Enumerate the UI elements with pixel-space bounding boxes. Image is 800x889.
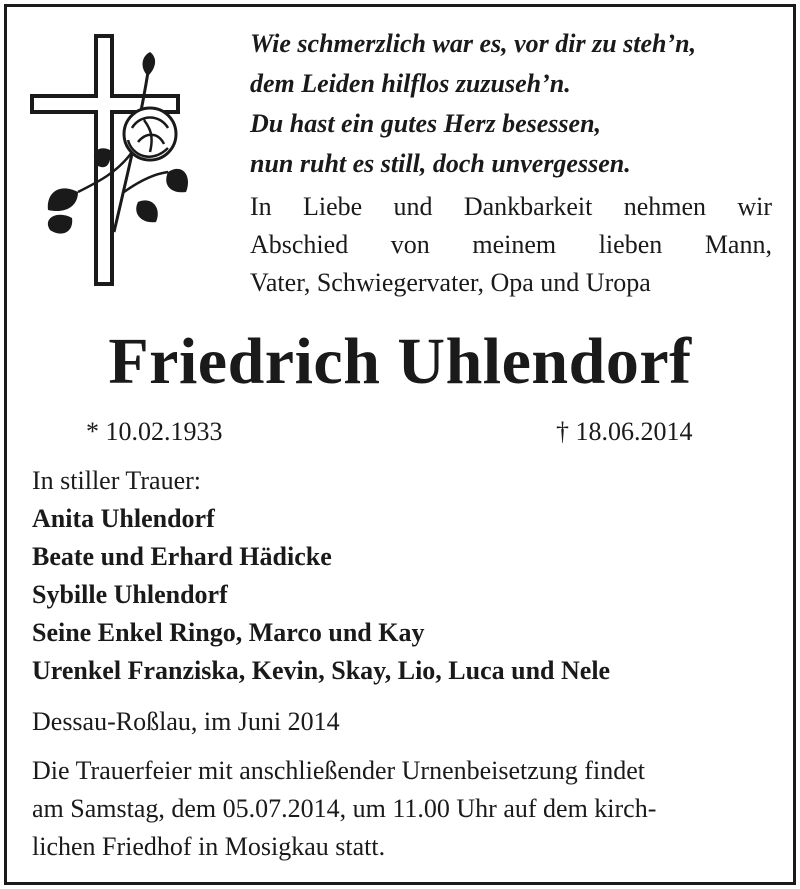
birth-date: * 10.02.1933 <box>86 417 223 446</box>
poem-line: nun ruht es still, doch unvergessen. <box>250 149 631 178</box>
mourner-name: Seine Enkel Ringo, Marco und Kay <box>32 618 425 647</box>
funeral-line: am Samstag, dem 05.07.2014, um 11.00 Uhr auf dem kirch- <box>32 794 657 823</box>
mourner-name: Anita Uhlendorf <box>32 504 215 533</box>
intro-line <box>250 264 772 302</box>
memorial-poem <box>250 24 790 184</box>
mourners-heading: In stiller Trauer: <box>32 466 201 495</box>
farewell-intro <box>250 188 772 302</box>
intro-word: nehmen <box>623 192 706 221</box>
intro-word: In <box>250 192 272 221</box>
funeral-line: Die Trauerfeier mit anschließender Urnenbeisetzung findet <box>32 756 645 785</box>
intro-word: Dankbarkeit <box>463 192 593 221</box>
poem-line: Wie schmerzlich war es, vor dir zu steh’n, <box>250 29 697 58</box>
poem-line: Du hast ein gutes Herz besessen, <box>250 109 602 138</box>
mourner-name: Urenkel Franziska, Kevin, Skay, Lio, Luca und Nele <box>32 656 611 685</box>
intro-word: Liebe <box>303 192 363 221</box>
intro-line <box>250 226 772 264</box>
death-date: † 18.06.2014 <box>556 417 693 446</box>
deceased-name: Friedrich Uhlendorf <box>108 325 692 398</box>
intro-word: Vater, Schwiegervater, Opa und Uropa <box>250 268 651 297</box>
intro-word: von <box>390 230 430 259</box>
place-date: Dessau-Roßlau, im Juni 2014 <box>32 707 340 736</box>
intro-word: meinem <box>472 230 557 259</box>
intro-word: wir <box>737 192 772 221</box>
intro-word: lieben <box>598 230 663 259</box>
poem-line: dem Leiden hilflos zuzuseh’n. <box>250 69 571 98</box>
intro-word: und <box>393 192 433 221</box>
intro-word: Mann, <box>704 230 772 259</box>
mourner-name: Sybille Uhlendorf <box>32 580 228 609</box>
mourner-name: Beate und Erhard Hädicke <box>32 542 332 571</box>
intro-line <box>250 188 772 226</box>
cross-with-rose-icon <box>28 32 188 292</box>
funeral-line: lichen Friedhof in Mosigkau statt. <box>32 832 386 861</box>
mourners-list <box>32 462 610 690</box>
funeral-details <box>32 752 772 866</box>
intro-word: Abschied <box>250 230 349 259</box>
